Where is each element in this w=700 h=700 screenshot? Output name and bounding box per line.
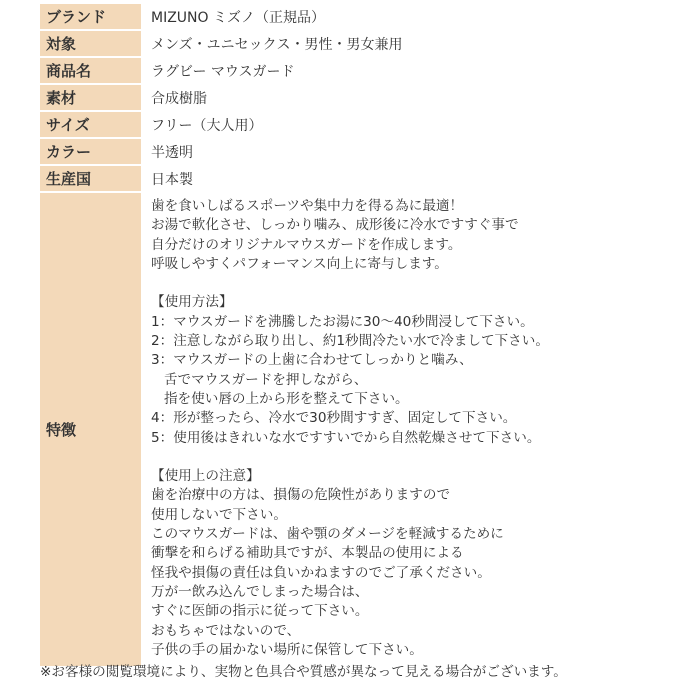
spec-value: 半透明 (142, 138, 688, 165)
feature-line: お湯で軟化させ、しっかり噛み、成形後に冷水ですすぐ事で (151, 217, 519, 234)
feature-line: 怪我や損傷の責任は負いかねますのでご了承ください。 (151, 564, 491, 581)
feature-line: 衝撃を和らげる補助具ですが、本製品の使用による (151, 545, 464, 562)
feature-line: 舌でマウスガードを押しながら、 (151, 371, 368, 388)
feature-line: 歯を食いしばるスポーツや集中力を得る為に最適！ (151, 198, 464, 214)
spec-row-material (40, 84, 688, 111)
feature-line: このマウスガードは、歯や顎のダメージを軽減するために (151, 526, 504, 543)
feature-line: 1：マウスガードを沸騰したお湯に30〜40秒間浸して下さい。 (151, 313, 534, 330)
feature-line: 2：注意しながら取り出し、約1秒間冷たい水で冷まして下さい。 (151, 333, 549, 350)
feature-line: 万が一飲み込んでしまった場合は、 (151, 583, 369, 600)
spec-value: MIZUNO ミズノ（正規品） (142, 4, 688, 30)
feature-line: 使用しないで下さい。 (151, 506, 287, 523)
display-disclaimer: ※お客様の閲覧環境により、実物と色具合や質感が異なって見える場合がございます。 (40, 664, 567, 680)
spec-row-color (40, 138, 688, 165)
spec-row-size (40, 111, 688, 138)
usage-heading: 【使用方法】 (151, 294, 233, 311)
spec-label: 商品名 (40, 57, 142, 84)
spec-label: サイズ (40, 111, 142, 138)
feature-line: すぐに医師の指示に従って下さい。 (151, 603, 369, 620)
feature-line: 指を使い唇の上から形を整えて下さい。 (151, 390, 409, 407)
spec-value: 日本製 (142, 165, 688, 192)
feature-line: 子供の手の届かない場所に保管して下さい。 (151, 641, 423, 658)
feature-line: おもちゃではないので、 (151, 622, 301, 639)
spec-row-features (40, 192, 688, 667)
spec-label: 生産国 (40, 165, 142, 192)
spec-value: メンズ・ユニセックス・男性・男女兼用 (142, 30, 688, 57)
spec-label: 対象 (40, 30, 142, 57)
spec-label: カラー (40, 138, 142, 165)
feature-line: 3：マウスガードの上歯に合わせてしっかりと噛み、 (151, 352, 473, 369)
spec-row-country (40, 165, 688, 192)
spec-label: ブランド (40, 4, 142, 30)
features-text (151, 193, 688, 666)
spec-value: フリー（大人用） (142, 111, 688, 138)
spec-row-target (40, 30, 688, 57)
spec-label: 特徴 (40, 192, 142, 667)
feature-line: 4：形が整ったら、冷水で30秒間すすぎ、固定して下さい。 (151, 410, 517, 427)
features-cell (142, 192, 688, 667)
caution-heading: 【使用上の注意】 (151, 468, 260, 485)
spec-value: ラグビー マウスガード (142, 57, 688, 84)
feature-line: 自分だけのオリジナルマウスガードを作成します。 (151, 236, 462, 253)
spec-row-product-name (40, 57, 688, 84)
spec-row-brand (40, 4, 688, 30)
product-spec-table (40, 4, 688, 668)
spec-value: 合成樹脂 (142, 84, 688, 111)
feature-line: 歯を治療中の方は、損傷の危険性がありますので (151, 487, 451, 504)
feature-line: 呼吸しやすくパフォーマンス向上に寄与します。 (151, 255, 448, 272)
spec-label: 素材 (40, 84, 142, 111)
feature-line: 5：使用後はきれいな水ですすいでから自然乾燥させて下さい。 (151, 429, 541, 446)
